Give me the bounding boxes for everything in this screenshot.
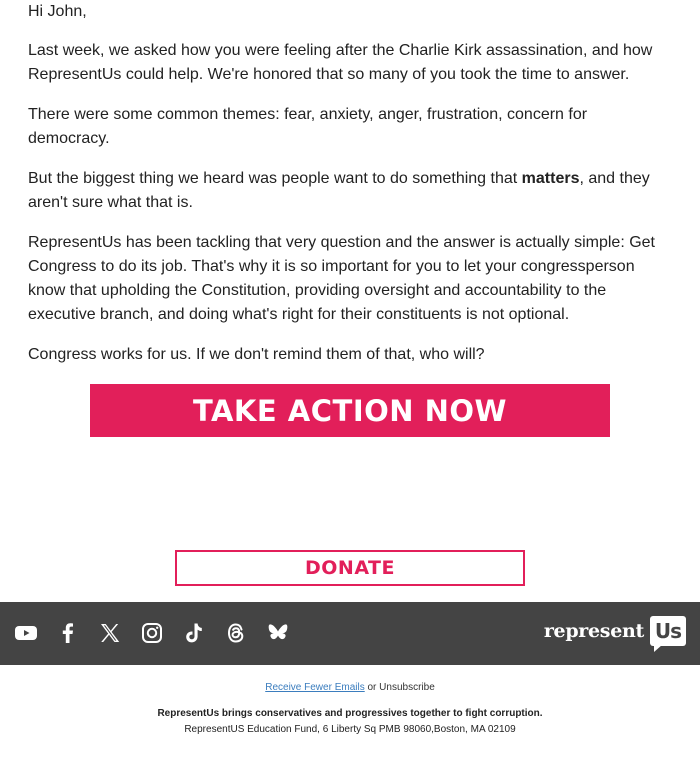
donate-button[interactable]: DONATE	[175, 550, 525, 586]
logo-box: Us	[650, 616, 686, 646]
paragraph-1: Last week, we asked how you were feeling after the Charlie Kirk assassination, and how RepresentUs could help. We're honored that so many of you took the time to answer.	[28, 42, 653, 83]
x-icon[interactable]	[98, 621, 122, 645]
footer-links	[0, 682, 700, 693]
paragraph-3-start: But the biggest thing we heard was people want to do something that	[28, 170, 522, 187]
youtube-icon[interactable]	[14, 621, 38, 645]
bluesky-icon[interactable]	[266, 621, 290, 645]
paragraph-5: Congress works for us. If we don't remind them of that, who will?	[28, 346, 485, 363]
footer-tagline: RepresentUs brings conservatives and progressives together to fight corruption.	[157, 708, 543, 719]
facebook-icon[interactable]	[56, 621, 80, 645]
unsubscribe-link[interactable]: Unsubscribe	[379, 682, 435, 693]
paragraph-2: There were some common themes: fear, anxiety, anger, frustration, concern for democracy.	[28, 106, 588, 147]
take-action-button[interactable]: TAKE ACTION NOW	[90, 384, 610, 437]
logo-wordmark: represent	[543, 620, 644, 642]
paragraph-3	[28, 167, 668, 215]
receive-fewer-emails-link[interactable]: Receive Fewer Emails	[265, 682, 365, 693]
instagram-icon[interactable]	[140, 621, 164, 645]
greeting: Hi John,	[28, 3, 87, 20]
social-icons	[14, 621, 308, 645]
footer-address: RepresentUS Education Fund, 6 Liberty Sq PMB 98060,Boston, MA 02109	[184, 724, 516, 735]
threads-icon[interactable]	[224, 621, 248, 645]
representus-logo[interactable]	[544, 616, 686, 646]
or-text: or	[364, 682, 380, 693]
footer-bar	[0, 602, 700, 665]
paragraph-3-bold: matters	[521, 170, 580, 187]
paragraph-3-end: , and they aren't sure what that is.	[28, 170, 650, 211]
tiktok-icon[interactable]	[182, 621, 206, 645]
paragraph-4: RepresentUs has been tackling that very question and the answer is actually simple: Get Congress to do its job. That's why it is so important for you to let your congressperson know that upholding the Constitution, providing oversight and accountability to the executive branch, and doing what's right for their constituents is not optional.	[28, 234, 655, 323]
